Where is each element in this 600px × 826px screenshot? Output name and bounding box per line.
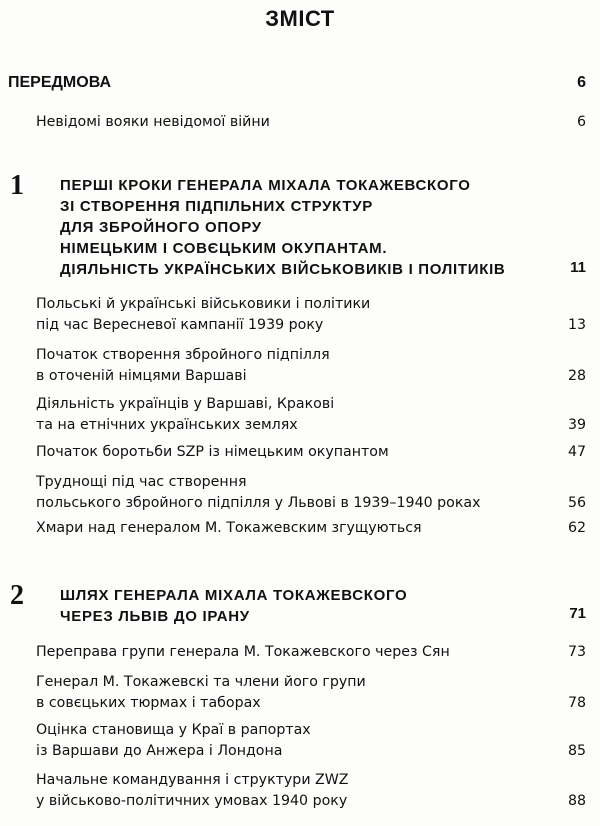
toc-entry-page: 88 <box>567 793 586 809</box>
chapter-title: ПЕРШІ КРОКИ ГЕНЕРАЛА МІХАЛА ТОКАЖЕВСКОГО ЗІ СТВОРЕННЯ ПІДПІЛЬНИХ СТРУКТУР ДЛЯ ЗБРОЙНОГО ОПОРУ НІМЕЦЬКИМ І СОВЄЦЬКИМ ОКУПАНТАМ. ДІЯЛЬНІСТЬ УКРАЇНСЬКИХ ВІЙСЬКОВИКІВ І ПОЛІТИКІВ <box>60 177 506 278</box>
chapter-page-number: 71 <box>569 605 586 622</box>
toc-entry-page: 85 <box>567 743 586 759</box>
page-title: ЗМІСТ <box>265 6 335 31</box>
toc-entry-page: 78 <box>567 695 586 711</box>
toc-entry-page: 6 <box>576 114 586 130</box>
toc-entry-page: 28 <box>567 368 586 384</box>
toc-entry: Польські й українські військовики і політики під час Вересневої кампанії 1939 року <box>36 296 371 333</box>
toc-entry: Начальне командування і структури ZWZ у військово-політичних умовах 1940 року <box>36 772 349 809</box>
preface-heading: ПЕРЕДМОВА <box>8 74 111 91</box>
chapter-page-number: 11 <box>570 259 586 276</box>
chapter-title: ШЛЯХ ГЕНЕРАЛА МІХАЛА ТОКАЖЕВСКОГО ЧЕРЕЗ ЛЬВІВ ДО ІРАНУ <box>60 587 408 625</box>
toc-entry: Труднощі під час створення польського збройного підпілля у Львові в 1939–1940 роках <box>36 474 481 511</box>
toc-entry-page: 73 <box>567 644 586 660</box>
toc-entry: Хмари над генералом М. Токажевским згущуються <box>36 520 422 536</box>
toc-entry-page: 56 <box>567 495 586 511</box>
toc-entry-page: 13 <box>567 317 586 333</box>
preface-page-number: 6 <box>577 74 586 91</box>
toc-entry: Початок створення збройного підпілля в оточеній німцями Варшаві <box>36 347 330 384</box>
toc-entry: Генерал М. Токажевскі та члени його групи в совєцьких тюрмах і таборах <box>36 674 366 711</box>
toc-entry: Діяльність українців у Варшаві, Кракові та на етнічних українських землях <box>36 396 335 433</box>
toc-entry: Початок боротьби SZP із німецьким окупантом <box>36 444 389 460</box>
chapter-number: 2 <box>10 580 24 611</box>
toc-entry-page: 62 <box>567 520 586 536</box>
chapter-number: 1 <box>10 170 24 201</box>
toc-entry: Переправа групи генерала М. Токажевского через Сян <box>36 644 450 660</box>
toc-entry-page: 47 <box>567 444 586 460</box>
toc-entry: Невідомі вояки невідомої війни <box>36 114 270 130</box>
toc-entry: Оцінка становища у Краї в рапортах із Варшави до Анжера і Лондона <box>36 722 311 759</box>
toc-entry-page: 39 <box>567 417 586 433</box>
